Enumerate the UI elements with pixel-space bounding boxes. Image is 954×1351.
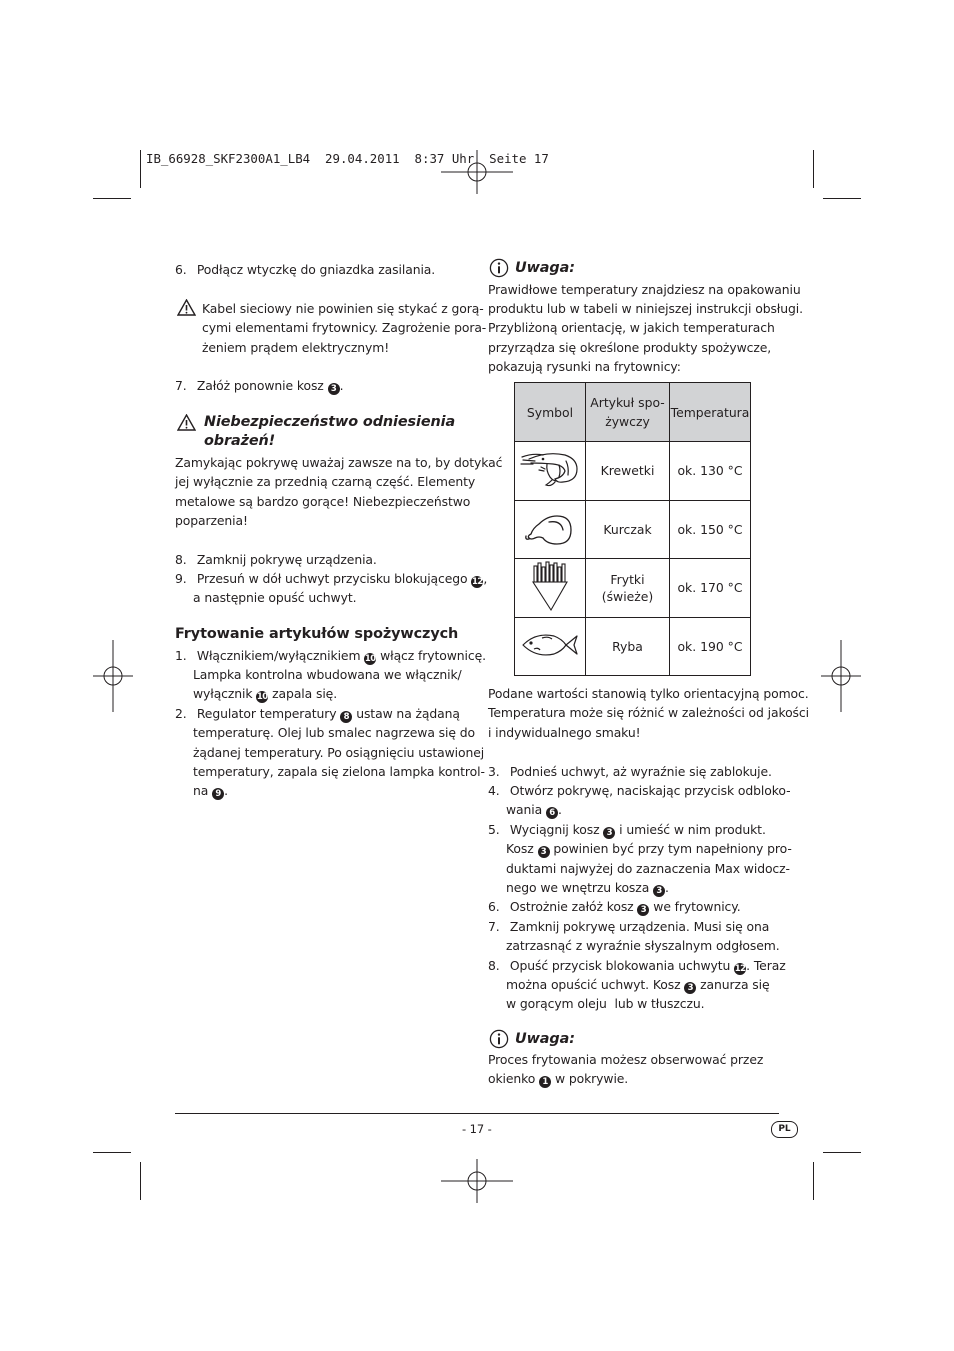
ref-badge: 10 — [364, 653, 376, 664]
fries-icon — [529, 560, 571, 612]
step-8-right-line-3: w gorącym oleju lub w tłuszczu. — [506, 996, 705, 1012]
step-6-right: 6. Ostrożnie załóż kosz 3 we frytownicy. — [488, 899, 741, 916]
after-table-line: Podane wartości stanowią tylko orientacyjną pomoc. — [488, 686, 809, 701]
header-symbol: Symbol — [515, 383, 586, 442]
ref-badge: 3 — [328, 383, 340, 395]
danger-triangle-icon — [177, 414, 196, 431]
fry-step-1: 1. Włącznikiem/wyłącznikiem 10 włącz frytownicę. — [175, 647, 486, 664]
food-cell: Krewetki — [586, 442, 670, 501]
danger-heading-line-1: Niebezpieczeństwo odniesienia — [204, 414, 456, 430]
after-table-line: Temperatura może się różnić w zależności od jakości — [488, 705, 809, 721]
warning-line-2: cymi elementami frytownicy. Zagrożenie pora- — [202, 320, 487, 336]
step-8-right-line-2: można opuścić uchwyt. Kosz 3 zanurza się — [506, 976, 770, 993]
step-5-line-2: Kosz 3 powinien być przy tym napełniony pro- — [506, 841, 792, 858]
ref-badge: 9 — [212, 788, 224, 800]
step-7: 7. Załóż ponownie kosz 3 . — [175, 378, 344, 394]
note-para-line: pokazują rysunki na frytownicy: — [488, 359, 681, 375]
ref-badge: 8 — [340, 711, 352, 723]
warning-line-3: żeniem prądem elektrycznym! — [202, 339, 390, 355]
food-cell: Kurczak — [586, 500, 670, 559]
warning-triangle-icon — [177, 299, 196, 316]
shrimp-icon — [519, 447, 581, 491]
header-temperature: Temperatura — [670, 383, 751, 442]
step-8-right: 8. Opuść przycisk blokowania uchwytu 12. Teraz — [488, 957, 786, 974]
ref-badge: 12 — [734, 963, 746, 974]
footer-rule — [175, 1113, 779, 1114]
danger-para-line: Zamykając pokrywę uważaj zawsze na to, by dotykać — [175, 455, 503, 470]
step-7-right: 7. Zamknij pokrywę urządzenia. Musi się ona — [488, 918, 770, 934]
ref-badge: 3 — [653, 885, 665, 897]
info-icon — [489, 258, 509, 278]
food-cell: Ryba — [586, 617, 670, 676]
step-number: 6. — [175, 262, 187, 277]
temp-cell: ok. 170 °C — [670, 559, 751, 618]
fry-step-2-line-5: na 9 . — [193, 783, 228, 800]
info-icon — [489, 1029, 509, 1049]
temp-cell: ok. 130 °C — [670, 442, 751, 501]
step-7-right-line-2: zatrzasnąć z wyraźnie słyszalnym odgłosem. — [506, 938, 780, 954]
symbol-cell — [515, 617, 586, 676]
table-row — [515, 500, 751, 559]
step-5-line-4: nego we wnętrzu kosza 3 . — [506, 879, 669, 896]
print-slug: IB_66928_SKF2300A1_LB4 29.04.2011 8:37 Uhr Seite 17 — [146, 151, 549, 166]
language-badge: PL — [771, 1121, 798, 1138]
food-cell: Frytki (świeże) — [586, 559, 670, 618]
step-8: 8. Zamknij pokrywę urządzenia. — [175, 551, 377, 567]
ref-badge: 3 — [538, 846, 550, 858]
symbol-cell — [515, 442, 586, 501]
step-text: Podłącz wtyczkę do gniazdka zasilania. — [196, 262, 436, 277]
table-header-row — [515, 383, 751, 442]
temp-cell: ok. 150 °C — [670, 500, 751, 559]
ref-badge: 1 — [539, 1076, 551, 1088]
step-9: 9. Przesuń w dół uchwyt przycisku blokującego 12, — [175, 570, 488, 587]
fish-icon — [520, 628, 580, 662]
step-4: 4. Otwórz pokrywę, naciskając przycisk odbloko- — [488, 782, 791, 798]
table-row — [515, 442, 751, 501]
ref-badge: 6 — [546, 807, 558, 819]
fry-step-1-line-3: wyłącznik 10 zapala się. — [193, 686, 338, 703]
ref-badge: 10 — [256, 692, 268, 703]
fry-step-2-line-3: żądanej temperatury. Po osiągnięciu ustawionej — [193, 744, 485, 760]
step-9-line-2: a następnie opuść uchwyt. — [193, 590, 357, 606]
step-5: 5. Wyciągnij kosz 3 i umieść w nim produkt. — [488, 821, 766, 838]
table-row — [515, 559, 751, 618]
temp-cell: ok. 190 °C — [670, 617, 751, 676]
temperature-table — [514, 382, 751, 676]
step-4-line-2: wania 6 . — [506, 802, 562, 819]
note-heading: Uwaga: — [515, 1031, 575, 1047]
frying-heading: Frytowanie artykułów spożywczych — [175, 626, 459, 642]
warning-line-1: Kabel sieciowy nie powinien się stykać z gorą- — [202, 301, 484, 316]
danger-para-line: metalowe są bardzo gorące! Niebezpieczeństwo — [175, 493, 471, 509]
fry-step-1-line-2: Lampka kontrolna wbudowana we włącznik/ — [193, 666, 462, 682]
note-para-line: Prawidłowe temperatury znajdziesz na opakowaniu — [488, 281, 801, 297]
note-2-line-2: okienko 1 w pokrywie. — [488, 1071, 629, 1088]
note-2-line-1: Proces frytowania możesz obserwować przez — [488, 1052, 764, 1067]
fry-step-2: 2. Regulator temperatury 8 ustaw na żądaną — [175, 705, 460, 722]
symbol-cell — [515, 559, 586, 618]
danger-para-line: jej wyłącznie za przednią czarną część. Elementy — [175, 474, 476, 490]
ref-badge: 3 — [603, 827, 615, 839]
note-para-line: produktu lub w tabeli w niniejszej instrukcji obsługi. — [488, 300, 803, 316]
step-5-line-3: duktami najwyżej do zaznaczenia Max widocz- — [506, 860, 790, 876]
note-para-line: przyrządza się określone produkty spożywcze, — [488, 339, 772, 355]
header-article: Artykuł spo- żywczy — [586, 383, 670, 442]
symbol-cell — [515, 500, 586, 559]
fry-step-2-line-2: temperaturę. Olej lub smalec nagrzewa się do — [193, 725, 475, 741]
page-number: - 17 - — [462, 1122, 492, 1136]
note-heading: Uwaga: — [515, 260, 575, 276]
fry-step-2-line-4: temperatury, zapala się zielona lampka kontrol- — [193, 763, 485, 779]
ref-badge: 3 — [637, 904, 649, 916]
table-row — [515, 617, 751, 676]
step-3: 3. Podnieś uchwyt, aż wyraźnie się zablokuje. — [488, 763, 772, 779]
after-table-line: i indywidualnego smaku! — [488, 724, 641, 740]
ref-badge: 12 — [471, 576, 483, 587]
chicken-leg-icon — [523, 506, 577, 550]
ref-badge: 3 — [684, 982, 696, 994]
danger-heading-line-2: obrażeń! — [204, 433, 276, 449]
note-para-line: Przybliżoną orientację, w jakich temperaturach — [488, 320, 775, 336]
step-6 — [175, 260, 435, 279]
danger-para-line: poparzenia! — [175, 513, 248, 529]
